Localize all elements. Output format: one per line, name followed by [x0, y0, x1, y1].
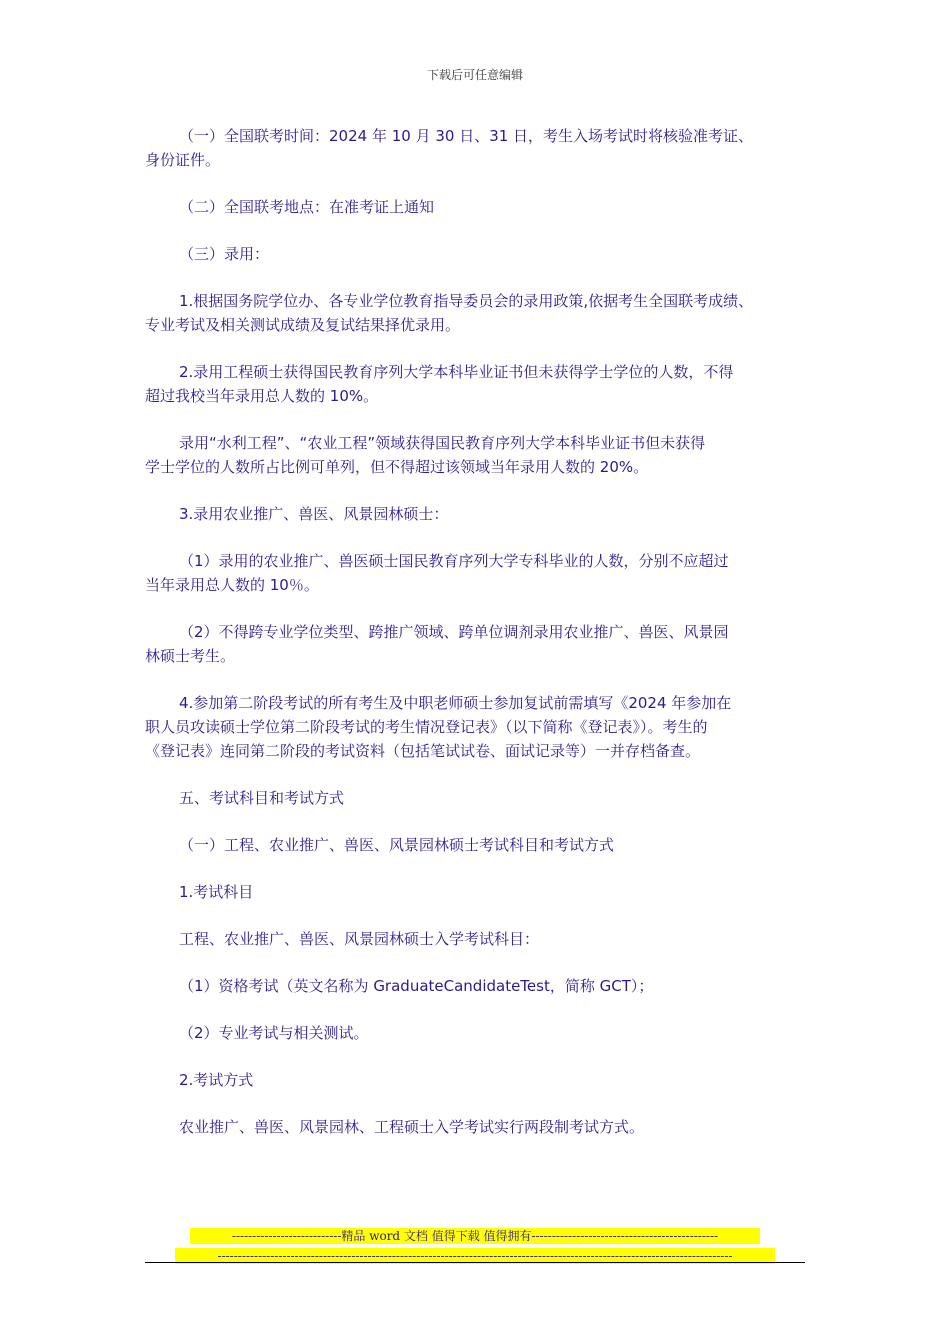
footer-banner-row2: -------------------------------------------------------------------------------------------------------------------------------	[175, 1248, 775, 1264]
paragraph	[145, 620, 815, 668]
paragraph-line: 1.根据国务院学位办、各专业学位教育指导委员会的录用政策,依据考生全国联考成绩、	[179, 292, 754, 310]
paragraph-line: 录用“水利工程”、“农业工程”领域获得国民教育序列大学本科毕业证书但未获得	[179, 434, 706, 452]
paragraph-line: 五、考试科目和考试方式	[179, 789, 345, 807]
paragraph-line: 3.录用农业推广、兽医、风景园林硕士：	[179, 505, 449, 523]
paragraph-line: 2.录用工程硕士获得国民教育序列大学本科毕业证书但未获得学士学位的人数，不得	[179, 363, 734, 381]
paragraph-line: 林硕士考生。	[145, 647, 236, 665]
paragraph-line: （二）全国联考地点：在准考证上通知	[179, 198, 435, 216]
paragraph	[145, 1068, 815, 1092]
document-body	[145, 124, 815, 1162]
paragraph	[145, 289, 815, 337]
paragraph-line: 《登记表》连同第二阶段的考试资料（包括笔试试卷、面试记录等）一并存档备查。	[145, 742, 701, 760]
paragraph-line: （一）工程、农业推广、兽医、风景园林硕士考试科目和考试方式	[179, 836, 615, 854]
paragraph-line: （一）全国联考时间：2024 年 10 月 30 日、31 日，考生入场考试时将核验准考证、	[179, 127, 754, 145]
paragraph	[145, 880, 815, 904]
paragraph-line: （三）录用：	[179, 245, 270, 263]
paragraph-line: （1）录用的农业推广、兽医硕士国民教育序列大学专科毕业的人数，分别不应超过	[179, 552, 729, 570]
paragraph-line: 超过我校当年录用总人数的 10%。	[145, 387, 379, 405]
paragraph-line: 工程、农业推广、兽医、风景园林硕士入学考试科目：	[179, 930, 540, 948]
paragraph	[145, 1021, 815, 1045]
footer-rule	[145, 1262, 805, 1263]
paragraph	[145, 691, 815, 763]
paragraph	[145, 927, 815, 951]
paragraph	[145, 974, 815, 998]
paragraph-line: 专业考试及相关测试成绩及复试结果择优录用。	[145, 316, 461, 334]
paragraph-line: 身份证件。	[145, 151, 221, 169]
paragraph-line: 2.考试方式	[179, 1071, 254, 1089]
paragraph	[145, 195, 815, 219]
paragraph-line: 职人员攻读硕士学位第二阶段考试的考生情况登记表》（以下简称《登记表》）。考生的	[145, 718, 708, 736]
paragraph-line: （1）资格考试（英文名称为 GraduateCandidateTest，简称 GCT）；	[179, 977, 654, 995]
paragraph	[145, 786, 815, 810]
paragraph-line: 农业推广、兽医、风景园林、工程硕士入学考试实行两段制考试方式。	[179, 1118, 645, 1136]
paragraph-line: 4.参加第二阶段考试的所有考生及中职老师硕士参加复试前需填写《2024 年参加在	[179, 694, 732, 712]
paragraph-line: 1.考试科目	[179, 883, 254, 901]
paragraph	[145, 360, 815, 408]
paragraph	[145, 242, 815, 266]
paragraph	[145, 1115, 815, 1139]
paragraph	[145, 833, 815, 857]
paragraph-line: （2）不得跨专业学位类型、跨推广领域、跨单位调剂录用农业推广、兽医、风景园	[179, 623, 729, 641]
paragraph	[145, 549, 815, 597]
footer-banner-row1: ---------------------------精品 word 文档 值得下载 值得拥有----------------------------------------------	[190, 1228, 760, 1244]
paragraph-line: （2）专业考试与相关测试。	[179, 1024, 369, 1042]
paragraph-line: 当年录用总人数的 10％。	[145, 576, 319, 594]
paragraph-line: 学士学位的人数所占比例可单列，但不得超过该领域当年录用人数的 20%。	[145, 458, 649, 476]
page-header: 下载后可任意编辑	[426, 68, 523, 82]
paragraph	[145, 431, 815, 479]
paragraph	[145, 502, 815, 526]
paragraph	[145, 124, 815, 172]
